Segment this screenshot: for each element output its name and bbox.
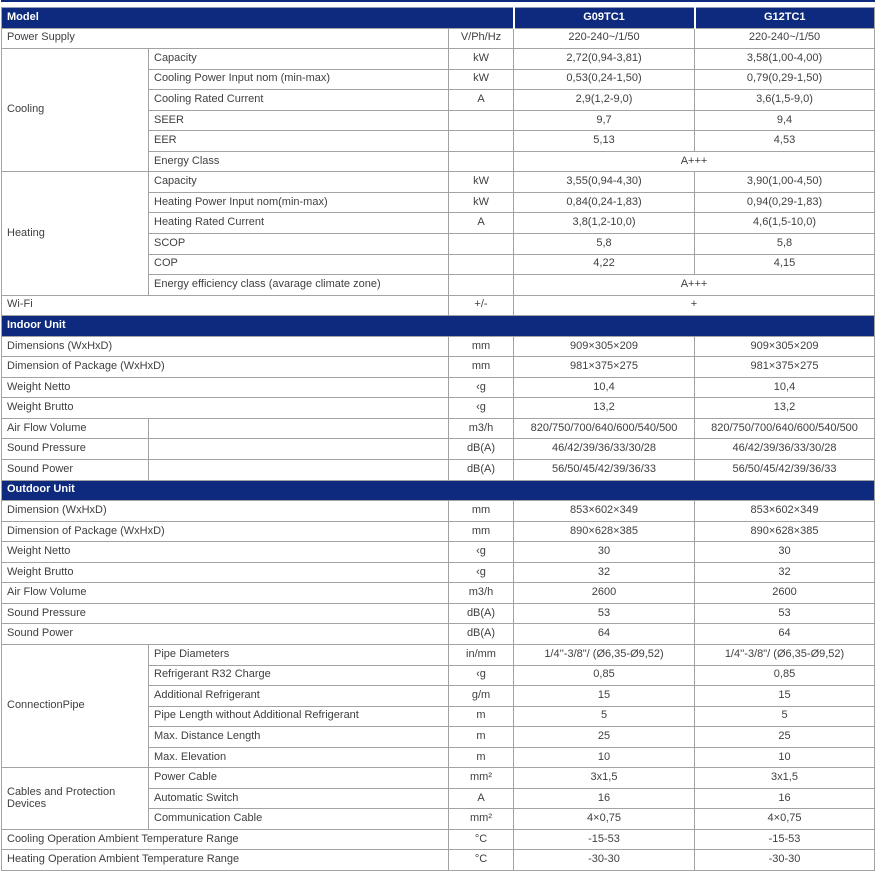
spec-label-cell: Heating Operation Ambient Temperature Range [2, 850, 449, 871]
merged-value-cell: A+++ [514, 151, 875, 172]
value-cell-g09tc1: 13,2 [514, 398, 695, 419]
value-cell-g09tc1: 909×305×209 [514, 336, 695, 357]
section-header: Outdoor Unit [2, 480, 875, 501]
unit-cell [449, 275, 514, 296]
value-cell-g12tc1: 0,85 [695, 665, 875, 686]
value-cell-g12tc1: 820/750/700/640/600/540/500 [695, 418, 875, 439]
spec-label-cell: SEER [149, 110, 449, 131]
spec-label-cell: Max. Distance Length [149, 727, 449, 748]
spec-label-cell: Dimension of Package (WxHxD) [2, 357, 449, 378]
value-cell-g09tc1: 0,53(0,24-1,50) [514, 69, 695, 90]
group-label-cell: Cables and Protection Devices [2, 768, 149, 830]
spec-label-cell: Dimensions (WxHxD) [2, 336, 449, 357]
spec-label-cell: Capacity [149, 49, 449, 70]
value-cell-g12tc1: 5,8 [695, 234, 875, 255]
spec-row [2, 501, 875, 522]
spec-row [2, 28, 875, 49]
spec-label-cell: Weight Netto [2, 542, 449, 563]
spec-empty-subcell [149, 439, 449, 460]
value-cell-g12tc1: 5 [695, 706, 875, 727]
value-cell-g09tc1: 853×602×349 [514, 501, 695, 522]
unit-cell [449, 131, 514, 152]
spec-label-cell: Refrigerant R32 Charge [149, 665, 449, 686]
spec-label-cell: Air Flow Volume [2, 583, 449, 604]
spec-row [2, 542, 875, 563]
value-cell-g09tc1: 32 [514, 562, 695, 583]
spec-row [2, 460, 875, 481]
model-header-g09tc1: G09TC1 [514, 8, 695, 29]
spec-label-cell: Communication Cable [149, 809, 449, 830]
section-header: Indoor Unit [2, 316, 875, 337]
group-label-cell: ConnectionPipe [2, 644, 149, 767]
spec-label-cell: Power Supply [2, 28, 449, 49]
unit-cell: kW [449, 172, 514, 193]
spec-row [2, 850, 875, 871]
section-header-row [2, 480, 875, 501]
unit-cell: ‹g [449, 398, 514, 419]
unit-cell: V/Ph/Hz [449, 28, 514, 49]
value-cell-g09tc1: 1/4''-3/8"/ (Ø6,35-Ø9,52) [514, 644, 695, 665]
unit-cell: kW [449, 192, 514, 213]
spec-row [2, 603, 875, 624]
unit-cell: °C [449, 829, 514, 850]
unit-cell: kW [449, 49, 514, 70]
unit-cell: A [449, 788, 514, 809]
unit-cell: mm [449, 336, 514, 357]
value-cell-g12tc1: 853×602×349 [695, 501, 875, 522]
value-cell-g12tc1: 2600 [695, 583, 875, 604]
value-cell-g12tc1: -30-30 [695, 850, 875, 871]
value-cell-g12tc1: 10 [695, 747, 875, 768]
unit-cell: +/- [449, 295, 514, 316]
spec-label-cell: Heating Rated Current [149, 213, 449, 234]
value-cell-g09tc1: 4,22 [514, 254, 695, 275]
spec-row [2, 357, 875, 378]
unit-cell: dB(A) [449, 460, 514, 481]
spec-label-cell: Wi-Fi [2, 295, 449, 316]
value-cell-g09tc1: 10 [514, 747, 695, 768]
value-cell-g12tc1: 0,79(0,29-1,50) [695, 69, 875, 90]
spec-row [2, 439, 875, 460]
spec-row [2, 644, 875, 665]
value-cell-g09tc1: 4×0,75 [514, 809, 695, 830]
unit-cell: °C [449, 850, 514, 871]
value-cell-g12tc1: 981×375×275 [695, 357, 875, 378]
group-label-cell: Heating [2, 172, 149, 295]
model-header-g12tc1: G12TC1 [695, 8, 875, 29]
value-cell-g12tc1: 220-240~/1/50 [695, 28, 875, 49]
spec-label-cell: Weight Netto [2, 377, 449, 398]
value-cell-g12tc1: 46/42/39/36/33/30/28 [695, 439, 875, 460]
spec-label-cell: Energy Class [149, 151, 449, 172]
value-cell-g12tc1: 13,2 [695, 398, 875, 419]
spec-label-cell: Weight Brutto [2, 562, 449, 583]
value-cell-g12tc1: 16 [695, 788, 875, 809]
value-cell-g12tc1: 25 [695, 727, 875, 748]
unit-cell: ‹g [449, 665, 514, 686]
value-cell-g12tc1: 3,90(1,00-4,50) [695, 172, 875, 193]
value-cell-g09tc1: 2,9(1,2-9,0) [514, 90, 695, 111]
spec-row [2, 398, 875, 419]
value-cell-g12tc1: 909×305×209 [695, 336, 875, 357]
value-cell-g12tc1: 890×628×385 [695, 521, 875, 542]
value-cell-g09tc1: 3x1,5 [514, 768, 695, 789]
unit-cell: m [449, 706, 514, 727]
unit-cell: kW [449, 69, 514, 90]
value-cell-g09tc1: 890×628×385 [514, 521, 695, 542]
spec-row [2, 336, 875, 357]
spec-label-cell: Power Cable [149, 768, 449, 789]
spec-table-body [2, 8, 875, 871]
spec-row [2, 521, 875, 542]
model-header-row [2, 8, 875, 29]
spec-label-cell: Energy efficiency class (avarage climate zone) [149, 275, 449, 296]
spec-label-cell: COP [149, 254, 449, 275]
value-cell-g09tc1: 25 [514, 727, 695, 748]
value-cell-g12tc1: 64 [695, 624, 875, 645]
unit-cell: m [449, 747, 514, 768]
value-cell-g09tc1: 2,72(0,94-3,81) [514, 49, 695, 70]
value-cell-g12tc1: 4,15 [695, 254, 875, 275]
value-cell-g12tc1: 3x1,5 [695, 768, 875, 789]
unit-cell: A [449, 90, 514, 111]
spec-label-cell: Sound Pressure [2, 603, 449, 624]
value-cell-g12tc1: 4,53 [695, 131, 875, 152]
value-cell-g09tc1: 56/50/45/42/39/36/33 [514, 460, 695, 481]
top-divider-rule [1, 0, 875, 2]
spec-row [2, 829, 875, 850]
spec-label-cell: Dimension of Package (WxHxD) [2, 521, 449, 542]
unit-cell: dB(A) [449, 624, 514, 645]
spec-row [2, 377, 875, 398]
value-cell-g09tc1: 46/42/39/36/33/30/28 [514, 439, 695, 460]
spec-label-cell: Sound Pressure [2, 439, 149, 460]
spec-row [2, 295, 875, 316]
spec-row [2, 418, 875, 439]
unit-cell: ‹g [449, 562, 514, 583]
value-cell-g12tc1: 4,6(1,5-10,0) [695, 213, 875, 234]
unit-cell: m3/h [449, 418, 514, 439]
model-header-label: Model [2, 8, 514, 29]
spec-row [2, 583, 875, 604]
unit-cell [449, 151, 514, 172]
unit-cell: m3/h [449, 583, 514, 604]
spec-label-cell: Max. Elevation [149, 747, 449, 768]
unit-cell: ‹g [449, 542, 514, 563]
value-cell-g12tc1: -15-53 [695, 829, 875, 850]
unit-cell [449, 110, 514, 131]
spec-label-cell: Cooling Operation Ambient Temperature Range [2, 829, 449, 850]
value-cell-g09tc1: -15-53 [514, 829, 695, 850]
value-cell-g09tc1: 0,85 [514, 665, 695, 686]
spec-empty-subcell [149, 418, 449, 439]
value-cell-g12tc1: 0,94(0,29-1,83) [695, 192, 875, 213]
value-cell-g09tc1: 64 [514, 624, 695, 645]
merged-value-cell: + [514, 295, 875, 316]
value-cell-g12tc1: 9,4 [695, 110, 875, 131]
unit-cell: ‹g [449, 377, 514, 398]
value-cell-g12tc1: 30 [695, 542, 875, 563]
spec-label-cell: Pipe Diameters [149, 644, 449, 665]
value-cell-g12tc1: 32 [695, 562, 875, 583]
value-cell-g09tc1: 9,7 [514, 110, 695, 131]
value-cell-g09tc1: 220-240~/1/50 [514, 28, 695, 49]
spec-label-cell: Pipe Length without Additional Refrigerant [149, 706, 449, 727]
value-cell-g09tc1: 15 [514, 686, 695, 707]
value-cell-g09tc1: 16 [514, 788, 695, 809]
value-cell-g09tc1: 53 [514, 603, 695, 624]
value-cell-g12tc1: 56/50/45/42/39/36/33 [695, 460, 875, 481]
unit-cell: mm [449, 521, 514, 542]
value-cell-g09tc1: 5,8 [514, 234, 695, 255]
spec-label-cell: Air Flow Volume [2, 418, 149, 439]
spec-label-cell: Heating Power Input nom(min-max) [149, 192, 449, 213]
spec-label-cell: Cooling Power Input nom (min-max) [149, 69, 449, 90]
value-cell-g12tc1: 4×0,75 [695, 809, 875, 830]
value-cell-g09tc1: 10,4 [514, 377, 695, 398]
spec-label-cell: Sound Power [2, 460, 149, 481]
unit-cell: dB(A) [449, 439, 514, 460]
spec-row [2, 562, 875, 583]
group-label-cell: Cooling [2, 49, 149, 172]
unit-cell: m [449, 727, 514, 748]
value-cell-g12tc1: 1/4''-3/8"/ (Ø6,35-Ø9,52) [695, 644, 875, 665]
value-cell-g09tc1: 2600 [514, 583, 695, 604]
spec-empty-subcell [149, 460, 449, 481]
spec-row [2, 624, 875, 645]
spec-label-cell: Automatic Switch [149, 788, 449, 809]
value-cell-g09tc1: 981×375×275 [514, 357, 695, 378]
unit-cell: mm² [449, 768, 514, 789]
unit-cell: A [449, 213, 514, 234]
spec-label-cell: EER [149, 131, 449, 152]
spec-row [2, 172, 875, 193]
spec-label-cell: Sound Power [2, 624, 449, 645]
unit-cell: in/mm [449, 644, 514, 665]
unit-cell: mm [449, 357, 514, 378]
value-cell-g09tc1: 3,8(1,2-10,0) [514, 213, 695, 234]
value-cell-g12tc1: 15 [695, 686, 875, 707]
value-cell-g09tc1: 0,84(0,24-1,83) [514, 192, 695, 213]
value-cell-g12tc1: 3,58(1,00-4,00) [695, 49, 875, 70]
spec-row [2, 768, 875, 789]
spec-label-cell: Weight Brutto [2, 398, 449, 419]
value-cell-g09tc1: 3,55(0,94-4,30) [514, 172, 695, 193]
spec-label-cell: Capacity [149, 172, 449, 193]
value-cell-g09tc1: 5,13 [514, 131, 695, 152]
unit-cell: mm [449, 501, 514, 522]
unit-cell [449, 254, 514, 275]
value-cell-g12tc1: 53 [695, 603, 875, 624]
spec-row [2, 49, 875, 70]
value-cell-g09tc1: 5 [514, 706, 695, 727]
spec-label-cell: SCOP [149, 234, 449, 255]
value-cell-g12tc1: 10,4 [695, 377, 875, 398]
spec-label-cell: Cooling Rated Current [149, 90, 449, 111]
value-cell-g09tc1: 820/750/700/640/600/540/500 [514, 418, 695, 439]
spec-label-cell: Dimension (WxHxD) [2, 501, 449, 522]
unit-cell: dB(A) [449, 603, 514, 624]
merged-value-cell: A+++ [514, 275, 875, 296]
unit-cell: mm² [449, 809, 514, 830]
value-cell-g09tc1: -30-30 [514, 850, 695, 871]
value-cell-g12tc1: 3,6(1,5-9,0) [695, 90, 875, 111]
value-cell-g09tc1: 30 [514, 542, 695, 563]
section-header-row [2, 316, 875, 337]
unit-cell: g/m [449, 686, 514, 707]
specification-table [1, 7, 875, 871]
spec-label-cell: Additional Refrigerant [149, 686, 449, 707]
unit-cell [449, 234, 514, 255]
